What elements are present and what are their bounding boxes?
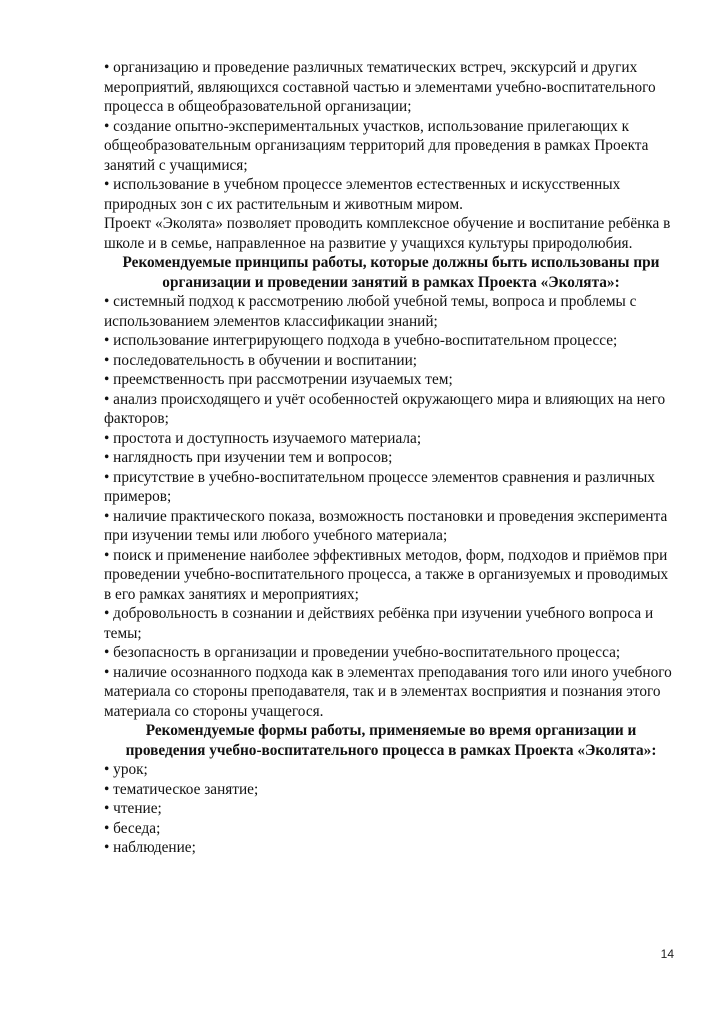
list-item: • наглядность при изучении тем и вопросов; <box>104 449 393 466</box>
list-item: • присутствие в учебно-воспитательном процессе элементов сравнения и различных примеров; <box>104 468 655 505</box>
list-item: • поиск и применение наиболее эффективных методов, форм, подходов и приёмов при проведении учебно-воспитательного процесса, а также в организуемых и проводимых в его рамках занятиях и мероприятиях; <box>104 546 669 603</box>
list-item: • безопасность в организации и проведении учебно-воспитательного процесса; <box>104 644 621 661</box>
list-item: • тематическое занятие; <box>104 780 259 798</box>
list-item: • создание опытно-экспериментальных участков, использование прилегающих к общеобразовательным организациям территорий для проведения в рамках Проекта занятий с учащимися; <box>104 117 649 174</box>
paragraph: Проект «Эколята» позволяет проводить комплексное обучение и воспитание ребёнка в школе и в семье, направленное на развитие у учащихся культуры природолюбия. <box>104 215 671 252</box>
page-number: 14 <box>660 947 674 961</box>
list-item: • последовательность в обучении и воспитании; <box>104 351 418 369</box>
list-item: • наблюдение; <box>104 839 196 856</box>
list-item: • наличие осознанного подхода как в элементах преподавания того или иного учебного материала со стороны преподавателя, так и в элементах восприятия и познания этого материала со стороны учащегося. <box>104 663 672 720</box>
list-item: • добровольность в сознании и действиях ребёнка при изучении учебного вопроса и темы; <box>104 605 654 642</box>
list-item: • урок; <box>104 761 148 778</box>
section-heading: Рекомендуемые принципы работы, которые должны быть использованы при организации и проведении занятий в рамках Проекта «Эколята»: <box>122 254 660 291</box>
list-item: • использование интегрирующего подхода в учебно-воспитательном процессе; <box>104 332 618 349</box>
list-item: • преемственность при рассмотрении изучаемых тем; <box>104 371 453 388</box>
list-item: • простота и доступность изучаемого материала; <box>104 429 422 447</box>
list-item: • системный подход к рассмотрению любой учебной темы, вопроса и проблемы с использованием элементов классификации знаний; <box>104 293 637 330</box>
section-forms <box>104 721 678 858</box>
page-content <box>104 58 678 858</box>
list-item: • наличие практического показа, возможность постановки и проведения эксперимента при изучении темы или любого учебного материала; <box>104 507 668 544</box>
list-item: • анализ происходящего и учёт особенностей окружающего мира и влияющих на него факторов; <box>104 390 666 427</box>
list-item: • беседа; <box>104 819 161 837</box>
section-heading: Рекомендуемые формы работы, применяемые во время организации и проведения учебно-воспитательного процесса в рамках Проекта «Эколята»: <box>125 722 657 759</box>
list-item: • организацию и проведение различных тематических встреч, экскурсий и других мероприятий, являющихся составной частью и элементами учебно-воспитательного процесса в общеобразовательной организации; <box>104 59 656 115</box>
section-principles <box>104 253 678 721</box>
list-item: • чтение; <box>104 800 162 817</box>
section-activities <box>104 58 678 253</box>
list-item: • использование в учебном процессе элементов естественных и искусственных природных зон с их растительным и животным миром. <box>104 176 621 213</box>
